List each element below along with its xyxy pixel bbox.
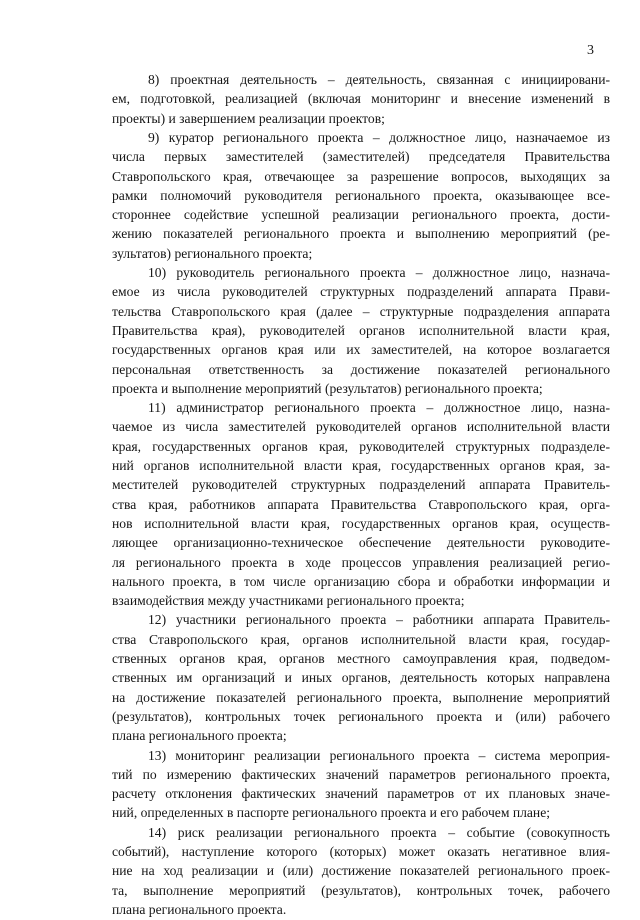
text-line: стороннее содействие успешной реализации регионального проекта, дости-	[112, 207, 610, 223]
text-line: ля регионального проекта в ходе процессов управления реализацией регио-	[112, 554, 610, 570]
text-line: нального проекта, в том числе организацию сбора и обработки информации и	[112, 573, 610, 589]
text-line: края, государственных органов края, руководителей структурных подразделе-	[112, 438, 610, 454]
text-line: жению показателей регионального проекта и выполнению мероприятий (ре-	[112, 226, 610, 242]
text-line: 8) проектная деятельность – деятельность, связанная с инициировани-	[148, 72, 610, 87]
text-line: расчету отклонения фактических значений параметров от их плановых значе-	[112, 786, 610, 802]
text-line: событий), наступление которого (которых) может оказать негативное влия-	[112, 844, 610, 859]
text-line: тий по измерению фактических значений параметров регионального проекта,	[112, 766, 610, 782]
text-line: ства края, работников аппарата Правительства Ставропольского края, орга-	[112, 496, 610, 512]
text-line: 10) руководитель регионального проекта – должностное лицо, назнача-	[148, 265, 610, 280]
text-line: ний органов исполнительной власти края, государственных органов края, за-	[112, 458, 610, 473]
text-line: персональная ответственность за достижение показателей регионального	[112, 361, 610, 377]
text-line: числа первых заместителей (заместителей) председателя Правительства	[112, 149, 610, 165]
text-line: 14) риск реализации регионального проекта – событие (совокупность	[148, 824, 610, 840]
text-line: тельства Ставропольского края (далее – структурные подразделения аппарата	[112, 303, 610, 319]
text-line: зультатов) регионального проекта;	[112, 245, 313, 261]
text-line: 11) администратор регионального проекта – должностное лицо, назна-	[148, 400, 610, 416]
text-line: ем, подготовкой, реализацией (включая мониторинг и внесение изменений в	[112, 91, 610, 107]
page-number: 3	[587, 43, 594, 58]
text-line: Правительства края), руководителей органов исполнительной власти края,	[112, 322, 610, 338]
text-line: государственных органов края или их заместителей, на которое возлагается	[112, 342, 610, 358]
text-line: плана регионального проекта;	[112, 728, 287, 744]
text-line: проекта и выполнение мероприятий (результатов) регионального проекта;	[112, 380, 543, 396]
text-line: 13) мониторинг реализации регионального проекта – система мероприя-	[148, 747, 610, 763]
text-line: нов исполнительной власти края, государственных органов края, осуществ-	[112, 515, 610, 531]
text-line: 9) куратор регионального проекта – должностное лицо, назначаемое из	[148, 129, 610, 145]
text-line: ственных органов края, органов местного самоуправления края, подведом-	[112, 651, 610, 666]
text-line: чаемое из числа заместителей руководителей органов исполнительной власти	[112, 419, 610, 435]
text-line: ственных им организаций и иных органов, деятельность которых направлена	[112, 670, 610, 686]
text-line: ляющее организационно-техническое обеспечение деятельности руководите-	[112, 535, 610, 551]
text-line: ние на ход реализации и (или) достижение показателей регионального проек-	[112, 863, 610, 879]
text-line: (результатов), контрольных точек регионального проекта и (или) рабочего	[112, 708, 610, 724]
text-line: местителей руководителей структурных подразделений аппарата Правитель-	[112, 477, 610, 493]
text-line: ний, определенных в паспорте регионального проекта и его рабочем плане;	[112, 805, 551, 821]
text-line: ства Ставропольского края, органов исполнительной власти края, государ-	[112, 631, 610, 647]
text-line: рамки полномочий руководителя регионального проекта, оказывающее все-	[112, 187, 610, 203]
text-line: 12) участники регионального проекта – работники аппарата Правитель-	[148, 612, 610, 628]
text-line: Ставропольского края, отвечающее за разрешение вопросов, выходящих за	[112, 168, 610, 184]
text-line: та, выполнение мероприятий (результатов), контрольных точек, рабочего	[112, 882, 610, 898]
text-line: на достижение показателей регионального проекта, выполнение мероприятий	[112, 689, 610, 705]
text-line: взаимодействия между участниками регионального проекта;	[112, 593, 465, 609]
text-line: проекты) и завершением реализации проектов;	[112, 110, 385, 126]
text-line: емое из числа руководителей структурных подразделений аппарата Прави-	[112, 284, 610, 300]
text-line: плана регионального проекта.	[112, 901, 287, 917]
